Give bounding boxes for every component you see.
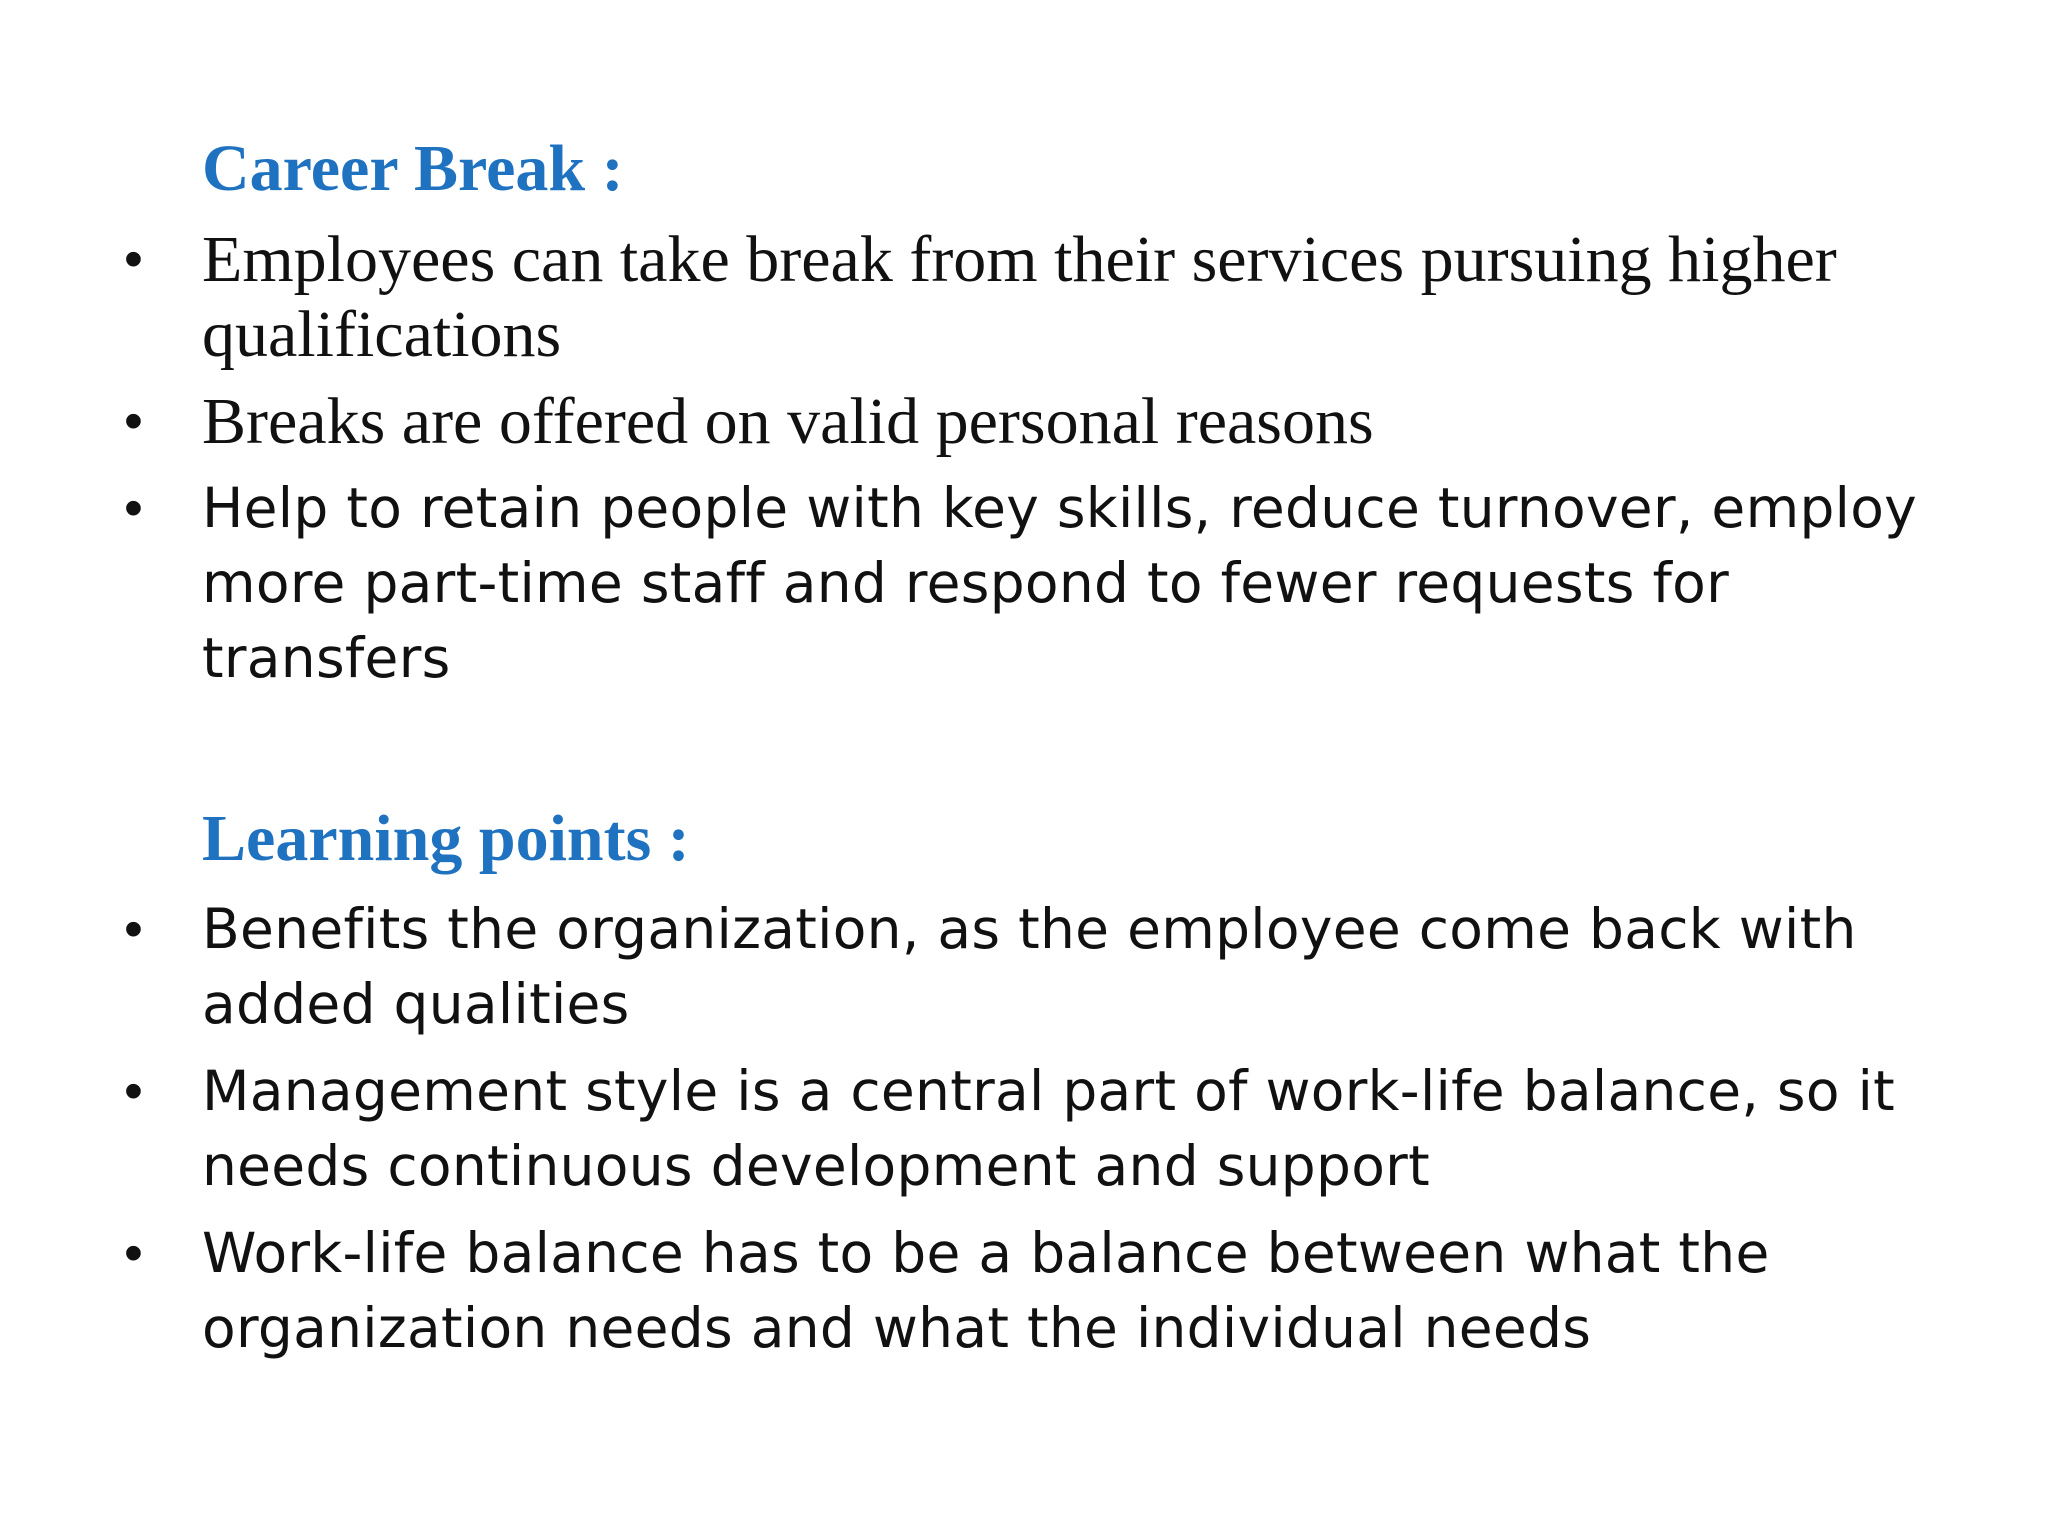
list-item (124, 471, 1954, 696)
list-item-text: Benefits the organization, as the employee come back with added qualities (202, 897, 1857, 1036)
bullet-icon: • (124, 1223, 144, 1283)
bullet-icon: • (124, 899, 144, 959)
bullet-icon: • (124, 229, 143, 289)
learning-points-section (124, 798, 1954, 1366)
career-break-heading: Career Break : (202, 132, 624, 205)
learning-points-list (124, 892, 1954, 1366)
slide-content (124, 128, 1954, 1366)
list-item-text: Work-life balance has to be a balance between what the organization needs and what the individual needs (202, 1221, 1770, 1360)
list-item-text: Breaks are offered on valid personal reasons (202, 385, 1374, 458)
list-item-text: Management style is a central part of work-life balance, so it needs continuous development and support (202, 1059, 1896, 1198)
list-item (124, 892, 1954, 1042)
list-item (124, 1216, 1954, 1366)
list-item-text: Help to retain people with key skills, reduce turnover, employ more part-time staff and respond to fewer requests for transfers (202, 476, 1918, 690)
list-item (124, 1054, 1954, 1204)
list-item-text: Employees can take break from their services pursuing higher qualifications (202, 223, 1837, 371)
list-item (124, 222, 1954, 372)
list-item (124, 384, 1954, 459)
learning-points-heading: Learning points : (202, 802, 690, 875)
bullet-icon: • (124, 1061, 144, 1121)
career-break-list (124, 222, 1954, 696)
career-break-section (124, 128, 1954, 696)
bullet-icon: • (124, 478, 144, 538)
bullet-icon: • (124, 391, 143, 451)
